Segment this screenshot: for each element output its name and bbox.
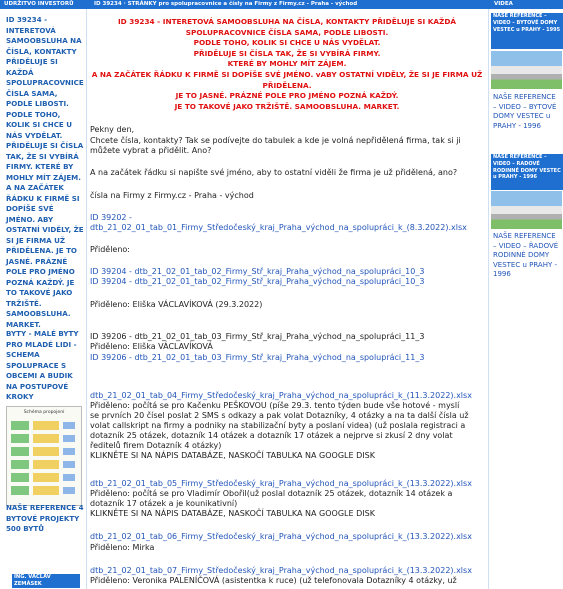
main-header-bar: [88, 0, 492, 9]
schema-thumbnail-title: Schéma propojení: [23, 410, 65, 415]
db-link-tab-05[interactable]: dtb_21_02_01_tab_05_Firmy_Středočeský_kraj_Praha_východ_na_spolupráci_k_(13.3.2022).xlsx: [90, 479, 472, 488]
source-line: čísla na Firmy z Firmy.cz - Praha - východ: [90, 191, 254, 200]
right-header-text: VIDEA: [494, 1, 513, 7]
sidebar-link-byty[interactable]: BYTY - MALÉ BYTY PRO MLADÉ LIDI - SCHEMA SPOLUPRACE S OBCEMI A BUDIK NA POSTUPOVÉ KROKY: [6, 329, 79, 401]
left-header-bar: [0, 0, 88, 9]
db-link-39204-alt[interactable]: ID 39204 - dtb_21_02_01_tab_02_Firmy_Stř_kraj_Praha_východ_na_spolupráci_10_3: [90, 277, 425, 286]
schema-row: [11, 421, 77, 430]
note-line: Přiděleno: počítá se pro Kačenku PEŠKOVOU (píše 29.3. tento týden bude vše hotové - myslí: [90, 401, 460, 410]
red-notice: [88, 17, 486, 112]
db-link-39204[interactable]: ID 39204 - dtb_21_02_01_tab_02_Firmy_Stř_kraj_Praha_východ_na_spolupráci_10_3: [90, 267, 425, 276]
schema-row: [11, 486, 77, 495]
id-39206-line: ID 39206 - dtb_21_02_01_tab_03_Firmy_Stř_kraj_Praha_východ_na_spolupráci_11_3: [90, 332, 425, 341]
video-thumbnail-2[interactable]: [491, 191, 562, 229]
sidebar-link-samoobsluha[interactable]: ID 39234 - INTERETOVÁ SAMOOBSLUHA NA ČÍSLA, KONTAKTY PŘIDĚLUJE SI KAŽDÁ SPOLUPRACOVNICE ČÍSLA SAMA, PODLE LIBOSTI. PODLE TOHO, KOLIK SI CHCE U NÁS VYDĚLAT. PŘIDĚLUJE SI ČÍSLA TAK, ŽE SI VYBÍRÁ FIRMY. KTERÉ BY MOHLY MÍT ZÁJEM. A NA ZAČÁTEK ŘÁDKU K FIRMĚ SI DOPÍŠE SVÉ JMÉNO. ABY OSTATNÍ VIDĚLY, ŽE SI JE FIRMA UŽ PŘIDĚLENA. JE TO JASNÉ. PRÁZNÉ POLE PRO JMÉNO POZNÁ KAŽDÝ. JE TO TAKOVÉ JAKO TRŽIŠTĚ. SAMOOBSLUHA. MARKET.: [6, 15, 84, 329]
video-link-box-2[interactable]: NAŠE REFERENCE – VIDEO – RADOVÉ RODINNÉ DOMY VESTEC u PRAHY - 1996: [491, 154, 563, 190]
intro-line: A na začátek řádku si napište své jméno, aby to ostatní viděli že firma je už přidělená, ano?: [90, 168, 458, 177]
assigned-39202: Přiděleno:: [90, 245, 130, 254]
schema-row: [11, 473, 77, 482]
main-content: [88, 9, 486, 589]
video-link-text-2[interactable]: NAŠE REFERENCE – VIDEO – ŘADOVÉ RODINNÉ DOMY VESTEC u PRAHY - 1996: [493, 232, 559, 279]
db-link-39206[interactable]: ID 39206 - dtb_21_02_01_tab_03_Firmy_Stř_kraj_Praha_východ_na_spolupráci_11_3: [90, 353, 425, 362]
video-link-text-1[interactable]: NAŠE REFERENCE – VIDEO – BYTOVÉ DOMY VESTEC u PRAHY - 1996: [493, 93, 557, 130]
intro-line: Chcete čísla, kontakty? Tak se podívejte do tabulek a kde je volná nepřidělená firma, tak si ji: [90, 136, 461, 145]
right-sidebar: [488, 9, 563, 589]
left-header-text: UDRŽITVO INVESTORŮ: [4, 1, 74, 7]
db-link-39202[interactable]: dtb_21_02_01_tab_01_Firmy_Středočeský_kraj_Praha_východ_na_spolupráci_k_(8.3.2022).xlsx: [90, 223, 467, 232]
greeting: Pekny den,: [90, 125, 135, 134]
schema-row: [11, 460, 77, 469]
video-link-box-1[interactable]: NAŠE REFERENCE – VIDEO – BYTOVÉ DOMY VESTEC u PRAHY - 1995: [491, 13, 563, 49]
db-link-tab-07[interactable]: dtb_21_02_01_tab_07_Firmy_Středočeský_kraj_Praha_východ_na_spolupráci_k_(13.3.2022).xlsx: [90, 566, 472, 575]
notice-line: ID 39234 - INTERETOVÁ SAMOOBSLUHA NA ČÍSLA, KONTAKTY PŘIDĚLUJE SI KAŽDÁ: [117, 17, 457, 26]
db-link-tab-04[interactable]: dtb_21_02_01_tab_04_Firmy_Středočeský_kraj_Praha_východ_na_spolupráci_k_(11.3.2022).xlsx: [90, 391, 472, 400]
schema-thumbnail[interactable]: [6, 406, 82, 506]
assigned-tab-06: Přiděleno: Mirka: [90, 543, 155, 552]
notice-line: PODLE TOHO, KOLIK SI CHCE U NÁS VYDĚLAT.: [193, 38, 381, 48]
note-line: se prvních 20 čísel poslat 2 SMS s odkazy a pak volat Dotazníky, 4 otázky a na ta další čísla už: [90, 411, 469, 420]
click-instruction: KLIKNĚTE SI NA NÁPIS DATABÁZE, NASKOČÍ TABULKA NA GOOGLE DISK: [90, 509, 375, 518]
main-header-text: ID 39234 · STRÁNKY pro spolupracovnice a čísly na Firmy z Firmy.cz - Praha - východ: [94, 1, 358, 7]
click-instruction: KLIKNĚTE SI NA NÁPIS DATABÁZE, NASKOČÍ TABULKA NA GOOGLE DISK: [90, 451, 375, 460]
sidebar-footer-name: ING. VÁCLAV ZEMÁSEK: [12, 574, 80, 588]
right-header-bar: [490, 0, 563, 9]
notice-line: SPOLUPRACOVNICE ČÍSLA SAMA, PODLE LIBOSTI.: [185, 27, 389, 37]
schema-row: [11, 434, 77, 443]
intro-line: můžete vybrat a přidělit. Ano?: [90, 146, 212, 155]
notice-line: KTERÉ BY MOHLY MÍT ZÁJEM.: [227, 59, 347, 69]
assigned-39206: Přiděleno: Eliška VÁCLAVÍKOVÁ: [90, 342, 213, 351]
note-line: dotazník 25 otázek, dotazník 14 otázek a dotazník 17 otázek a nejprve si zkusí 2 dny volat: [90, 431, 453, 440]
sidebar-link-reference[interactable]: NAŠE REFERENCE 4 BYTOVÉ PROJEKTY 500 BYTŮ: [6, 503, 84, 533]
notice-line: PŘIDĚLUJE SI ČÍSLA TAK, ŽE SI VYBÍRÁ FIRMY.: [193, 48, 381, 58]
left-sidebar: [0, 9, 87, 589]
db-link-39202-id[interactable]: ID 39202 -: [90, 213, 132, 222]
note-line: Přiděleno: počítá se pro Vladimír Obořil(už poslal dotazník 25 otázek, dotazník 14 otázek a: [90, 489, 453, 498]
note-line: volat callskript na firmy a podniky na stabilizační byty a poslaní videa) (už poslala registraci a: [90, 421, 466, 430]
notice-line: JE TO TAKOVÉ JAKO TRŽIŠTĚ. SAMOOBSLUHA. MARKET.: [174, 101, 400, 111]
note-line: ředitelů firem Dotazník 4 otázky): [90, 441, 222, 450]
db-link-tab-06[interactable]: dtb_21_02_01_tab_06_Firmy_Středočeský_kraj_Praha_východ_na_spolupráci_k_(13.3.2022).xlsx: [90, 532, 472, 541]
schema-row: [11, 447, 77, 456]
notice-line: JE TO JASNÉ. PRÁZNÉ POLE PRO JMÉNO POZNÁ KAŽDÝ.: [175, 91, 399, 101]
video-thumbnail-1[interactable]: [491, 51, 562, 89]
notice-line: PŘIDĚLENA.: [262, 80, 312, 90]
assigned-39204: Přiděleno: Eliška VÁCLAVÍKOVÁ (29.3.2022): [90, 300, 263, 309]
notice-line: A NA ZAČÁTEK ŘÁDKU K FIRMĚ SI DOPÍŠE SVÉ JMÉNO. vABY OSTATNÍ VIDĚLY, ŽE SI JE FIRMA UŽ: [91, 69, 483, 79]
note-line: dotazník 17 otázek a je kounikativní): [90, 499, 238, 508]
assigned-tab-07: Přiděleno: Veronika PALENÍČOVÁ (asistentka k ruce) (už telefonovala Dotazníky 4 otázky, už: [90, 576, 457, 585]
